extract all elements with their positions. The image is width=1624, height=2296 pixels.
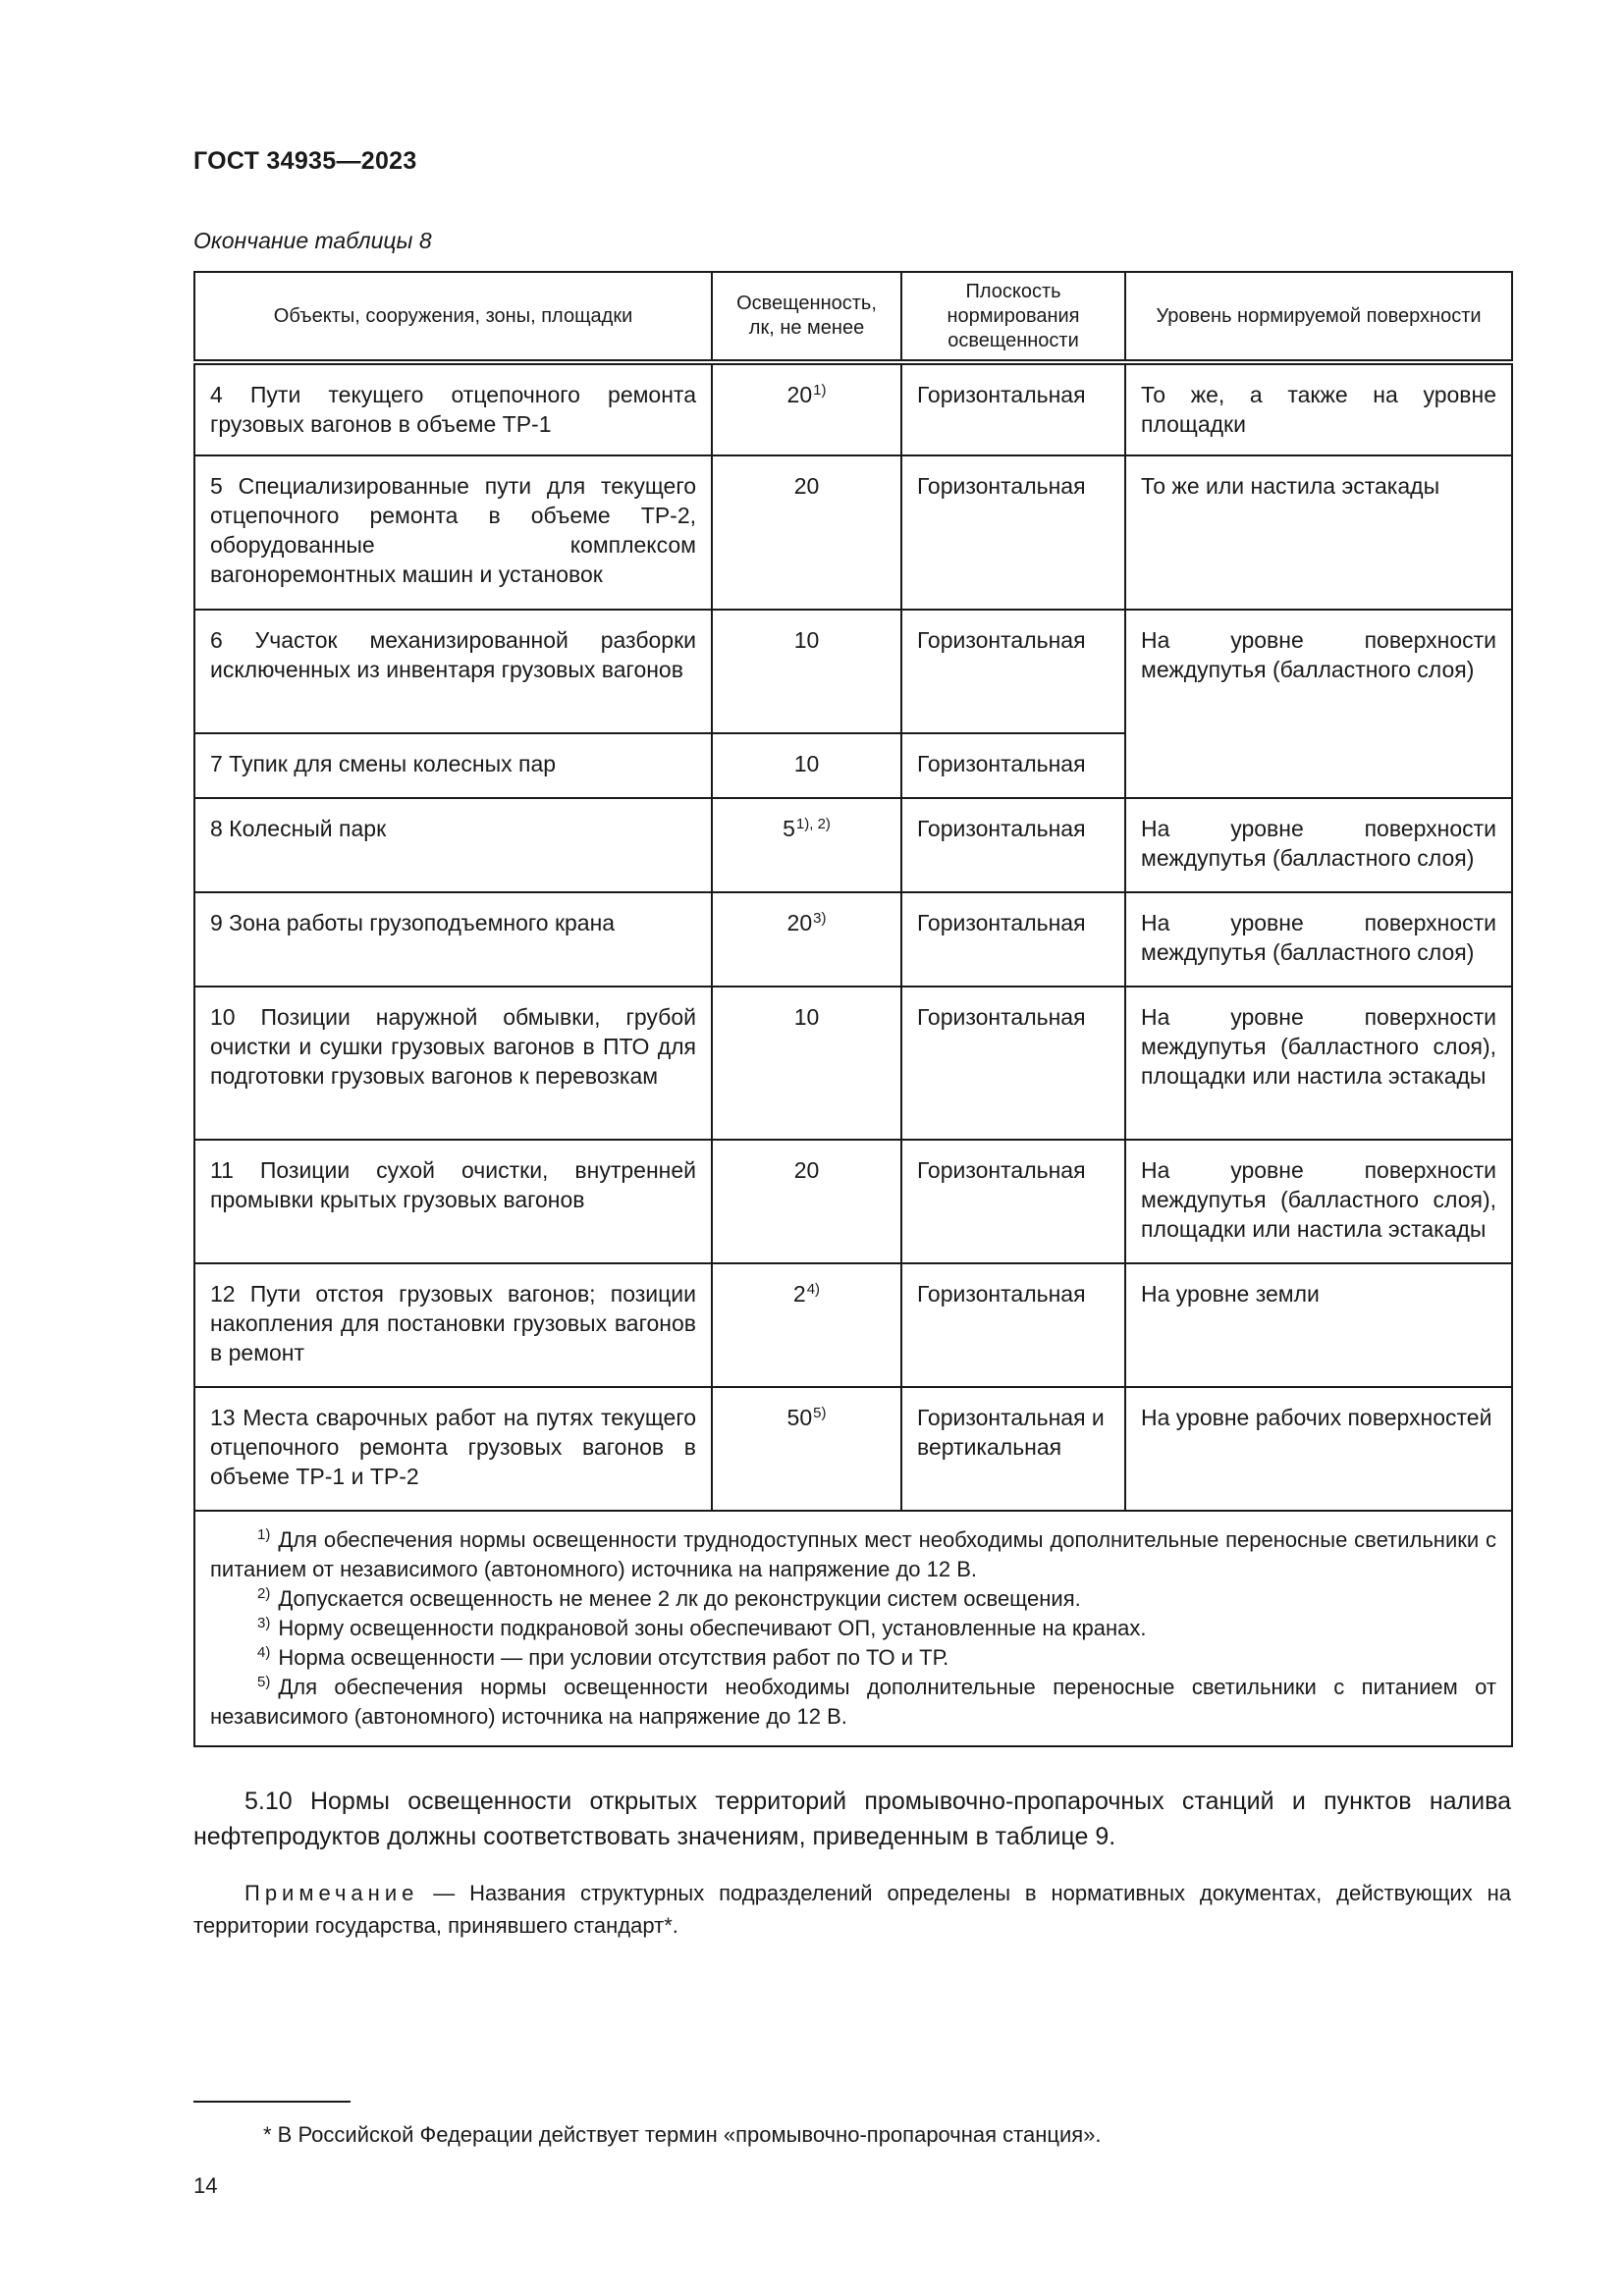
- page-number: 14: [193, 2173, 218, 2198]
- lux-value: 10: [793, 1004, 820, 1030]
- cell-object: 5 Специализированные пути для текущего отцепочного ремонта в объеме ТР-2, оборудованные комплексом вагоноремонтных машин и установок: [194, 455, 712, 610]
- lux-value: 5: [783, 816, 795, 841]
- cell-plane: Горизонтальная: [901, 455, 1125, 610]
- cell-surface-level: На уровне поверхности междупутья (балластного слоя): [1125, 798, 1512, 892]
- note-label: Примечание: [244, 1881, 419, 1905]
- note-text: Для обеспечения нормы освещенности необходимы дополнительные переносные светильники с питанием от независимого (автономного) источника на напряжение до 12 В.: [210, 1675, 1496, 1729]
- cell-illuminance: [712, 1387, 901, 1511]
- lux-value: 20: [793, 1157, 820, 1183]
- cell-object: 12 Пути отстоя грузовых вагонов; позиции накопления для постановки грузовых вагонов в ремонт: [194, 1263, 712, 1387]
- paragraph-5-10: 5.10 Нормы освещенности открытых территорий промывочно-пропарочных станций и пунктов налива нефтепродуктов должны соответствовать значениям, приведенным в таблице 9.: [193, 1788, 1511, 1850]
- note-mark: 4): [257, 1644, 271, 1661]
- table-row: [194, 362, 1512, 455]
- cell-object: 8 Колесный парк: [194, 798, 712, 892]
- table-row: [194, 1140, 1512, 1263]
- cell-object: 7 Тупик для смены колесных пар: [194, 733, 712, 798]
- cell-plane: Горизонтальная: [901, 733, 1125, 798]
- table-row: [194, 455, 1512, 610]
- cell-illuminance: [712, 798, 901, 892]
- cell-plane: Горизонтальная: [901, 1263, 1125, 1387]
- table-note: [210, 1643, 1496, 1673]
- cell-surface-level: На уровне поверхности междупутья (балластного слоя): [1125, 610, 1512, 798]
- cell-plane: Горизонтальная и вертикальная: [901, 1387, 1125, 1511]
- lighting-norms-table: [193, 271, 1513, 1747]
- note-text: Норма освещенности — при условии отсутствия работ по ТО и ТР.: [278, 1645, 949, 1670]
- table-row: [194, 1387, 1512, 1511]
- footnote-mark: 5): [813, 1405, 827, 1421]
- table-header-row: [194, 272, 1512, 362]
- table-notes: [194, 1511, 1512, 1746]
- footnote-mark: 4): [806, 1281, 821, 1298]
- cell-plane: Горизонтальная: [901, 987, 1125, 1140]
- cell-illuminance: [712, 733, 901, 798]
- table-row: [194, 892, 1512, 987]
- note-paragraph: [193, 1877, 1511, 1942]
- cell-illuminance: [712, 455, 901, 610]
- cell-surface-level: На уровне поверхности междупутья (балластного слоя): [1125, 892, 1512, 987]
- cell-plane: Горизонтальная: [901, 1140, 1125, 1263]
- lux-value: 20: [786, 382, 813, 407]
- cell-surface-level: На уровне рабочих поверхностей: [1125, 1387, 1512, 1511]
- cell-object: 6 Участок механизированной разборки исключенных из инвентаря грузовых вагонов: [194, 610, 712, 733]
- cell-object: 11 Позиции сухой очистки, внутренней промывки крытых грузовых вагонов: [194, 1140, 712, 1263]
- cell-object: 9 Зона работы грузоподъемного крана: [194, 892, 712, 987]
- document-code: ГОСТ 34935—2023: [193, 147, 417, 175]
- table-note: [210, 1673, 1496, 1732]
- cell-object: 10 Позиции наружной обмывки, грубой очистки и сушки грузовых вагонов в ПТО для подготовки грузовых вагонов к перевозкам: [194, 987, 712, 1140]
- cell-illuminance: [712, 987, 901, 1140]
- table-row: [194, 987, 1512, 1140]
- note-mark: 3): [257, 1615, 271, 1631]
- cell-plane: Горизонтальная: [901, 798, 1125, 892]
- header-illuminance: Освещенность, лк, не менее: [712, 272, 901, 362]
- note-body: — Названия структурных подразделений определены в нормативных документах, действующих на территории государства, принявшего стандарт*.: [193, 1881, 1511, 1938]
- table-note: [210, 1584, 1496, 1614]
- lux-value: 50: [786, 1405, 813, 1430]
- lux-value: 20: [786, 910, 813, 935]
- lux-value: 20: [793, 473, 820, 499]
- cell-illuminance: [712, 1263, 901, 1387]
- footnote: * В Российской Федерации действует термин «промывочно-пропарочная станция».: [263, 2122, 1102, 2147]
- note-mark: 5): [257, 1674, 271, 1690]
- cell-surface-level: То же, а также на уровне площадки: [1125, 362, 1512, 455]
- note-text: Для обеспечения нормы освещенности труднодоступных мест необходимы дополнительные переносные светильники с питанием от независимого (автономного) источника на напряжение до 12 В.: [210, 1527, 1496, 1581]
- table-row: [194, 1263, 1512, 1387]
- cell-surface-level: На уровне поверхности междупутья (балластного слоя), площадки или настила эстакады: [1125, 1140, 1512, 1263]
- table-notes-row: [194, 1511, 1512, 1746]
- lux-value: 10: [793, 751, 820, 776]
- cell-illuminance: [712, 362, 901, 455]
- cell-illuminance: [712, 1140, 901, 1263]
- table-row: [194, 798, 1512, 892]
- header-plane: Плоскость нормирования освещенности: [901, 272, 1125, 362]
- cell-object: 4 Пути текущего отцепочного ремонта грузовых вагонов в объеме ТР-1: [194, 362, 712, 455]
- lux-value: 2: [792, 1281, 806, 1307]
- cell-plane: Горизонтальная: [901, 892, 1125, 987]
- note-text: Допускается освещенность не менее 2 лк до реконструкции систем освещения.: [278, 1586, 1081, 1611]
- footnote-divider: [193, 2101, 351, 2103]
- cell-plane: Горизонтальная: [901, 610, 1125, 733]
- cell-surface-level: То же или настила эстакады: [1125, 455, 1512, 610]
- cell-object: 13 Места сварочных работ на путях текущего отцепочного ремонта грузовых вагонов в объеме ТР-1 и ТР-2: [194, 1387, 712, 1511]
- table-caption: Окончание таблицы 8: [193, 228, 432, 253]
- note-mark: 1): [257, 1526, 271, 1543]
- table-row: [194, 610, 1512, 733]
- table-note: [210, 1614, 1496, 1643]
- header-objects: Объекты, сооружения, зоны, площадки: [194, 272, 712, 362]
- cell-surface-level: На уровне поверхности междупутья (балластного слоя), площадки или настила эстакады: [1125, 987, 1512, 1140]
- cell-illuminance: [712, 892, 901, 987]
- header-surface-level: Уровень нормируемой поверхности: [1125, 272, 1512, 362]
- footnote-mark: 1), 2): [795, 816, 831, 832]
- note-mark: 2): [257, 1585, 271, 1602]
- footnote-mark: 3): [813, 910, 827, 927]
- cell-illuminance: [712, 610, 901, 733]
- footnote-mark: 1): [813, 382, 827, 399]
- note-text: Норму освещенности подкрановой зоны обеспечивают ОП, установленные на кранах.: [278, 1616, 1147, 1640]
- lux-value: 10: [793, 627, 820, 653]
- cell-plane: Горизонтальная: [901, 362, 1125, 455]
- cell-surface-level: На уровне земли: [1125, 1263, 1512, 1387]
- table-note: [210, 1525, 1496, 1584]
